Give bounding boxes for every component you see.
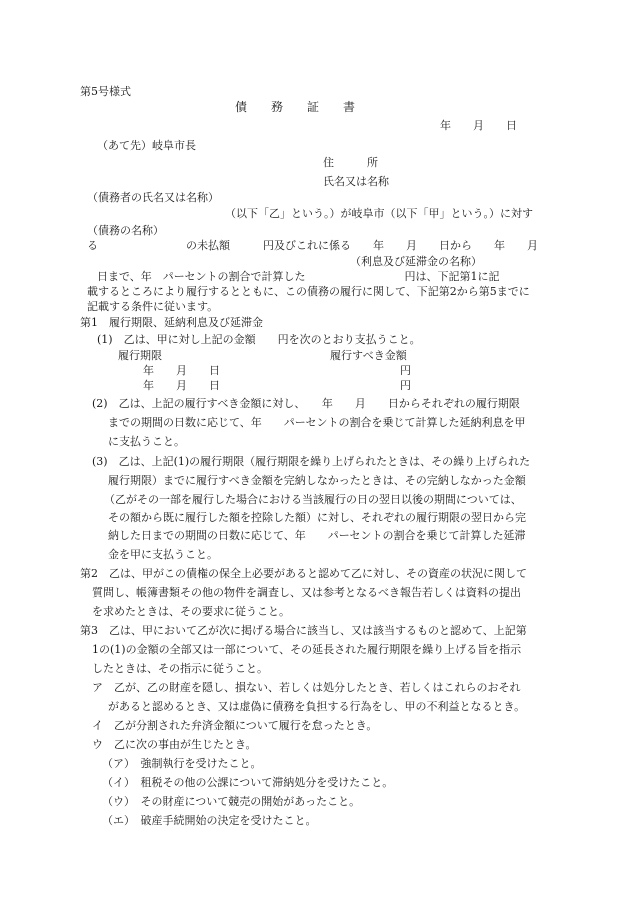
section-1-heading: 第1 履行期限、延納利息及び延滞金 <box>80 316 263 329</box>
table-row-amount: 円 <box>400 379 411 392</box>
table-header-deadline: 履行期限 <box>118 349 162 362</box>
debt-name-note: （債務の名称） <box>87 224 164 237</box>
sub-item-a-line: があると認めるとき、又は虚偽に債務を負担する行為をし、甲の不利益となるとき。 <box>108 700 526 713</box>
event-item: （ア） 強制執行を受けたこと。 <box>102 757 262 770</box>
item-3-line: (3) 乙は、上記(1)の履行期限（履行期限を繰り上げられたときは、その繰り上げられた <box>92 455 531 468</box>
item-1: (1) 乙は、甲に対し上記の金額 円を次のとおり支払うこと。 <box>97 333 421 346</box>
item-3-line: その額から既に履行した額を控除した額）に対し、それぞれの履行期限の翌日から完 <box>108 511 526 524</box>
event-item: （イ） 租税その他の公課について滞納処分を受けたこと。 <box>102 776 394 789</box>
interest-name-note: （利息及び延滞金の名称） <box>350 255 482 268</box>
table-header-amount: 履行すべき金額 <box>330 349 407 362</box>
unpaid-amount-line: る の未払額 円及びこれに係る 年 月 日から 年 月 <box>87 239 538 252</box>
intro-line: 日まで、年 パーセントの割合で計算した 円は、下記第1に記 <box>97 270 500 283</box>
name-label: 氏名又は名称 <box>323 175 389 188</box>
event-item: （エ） 破産手続開始の決定を受けたこと。 <box>102 814 317 827</box>
intro-line: 載するところにより履行するとともに、この債務の履行に関して、下記第2から第5までに <box>87 285 530 298</box>
section-2-line: を求めたときは、その要求に従うこと。 <box>92 605 290 618</box>
sub-item-i: イ 乙が分割された弁済金額について履行を怠ったとき。 <box>92 719 378 732</box>
sub-item-u: ウ 乙に次の事由が生じたとき。 <box>92 738 257 751</box>
event-item: （ウ） その財産について競売の開始があったこと。 <box>102 795 361 808</box>
section-3-line: 1の(1)の金額の全部又は一部について、その延長された履行期限を繰り上げる旨を指示 <box>92 643 522 656</box>
item-3-line: 履行期限）までに履行すべき金額を完納しなかったときは、その完納しなかった金額 <box>108 474 526 487</box>
table-row-amount: 円 <box>400 364 411 377</box>
date-field: 年 月 日 <box>440 119 517 132</box>
sub-item-a-line: ア 乙が、乙の財産を隠し、損ない、若しくは処分したとき、若しくはこれらのおそれ <box>92 681 521 694</box>
table-row-date: 年 月 日 <box>143 364 220 377</box>
debtor-name-note: （債務者の氏名又は名称） <box>87 191 219 204</box>
section-3-line: したときは、その指示に従うこと。 <box>92 662 268 675</box>
item-3-line: 納した日までの期間の日数に応じて、年 パーセントの割合を乗じて計算した延滞 <box>108 529 526 542</box>
item-2-line: までの期間の日数に応じて、年 パーセントの割合を乗じて計算した延納利息を甲 <box>108 416 526 429</box>
otsu-definition-line: （以下「乙」という。）が岐阜市（以下「甲」という。）に対す <box>225 207 533 220</box>
addressee: （あて先）岐阜市長 <box>97 139 196 152</box>
section-2-line: 第2 乙は、甲がこの債権の保全上必要があると認めて乙に対し、その資産の状況に関して <box>80 567 527 580</box>
table-row-date: 年 月 日 <box>143 379 220 392</box>
intro-line: 記載する条件に従います。 <box>87 300 219 313</box>
item-3-line: 金を甲に支払うこと。 <box>108 548 218 561</box>
section-2-line: 質問し、帳簿書類その他の物件を調査し、又は参考となるべき報告若しくは資料の提出 <box>92 586 521 599</box>
address-label: 住 所 <box>323 156 378 169</box>
item-2-line: (2) 乙は、上記の履行すべき金額に対し、 年 月 日からそれぞれの履行期限 <box>92 397 520 410</box>
item-2-line: に支払うこと。 <box>108 435 185 448</box>
document-title: 債 務 証 書 <box>235 100 356 114</box>
section-3-line: 第3 乙は、甲において乙が次に掲げる場合に該当し、又は該当するものと認めて、上記第 <box>80 624 527 637</box>
item-3-line: （乙がその一部を履行した場合における当該履行の日の翌日以後の期間については、 <box>104 493 522 506</box>
form-number: 第5号様式 <box>80 85 131 98</box>
